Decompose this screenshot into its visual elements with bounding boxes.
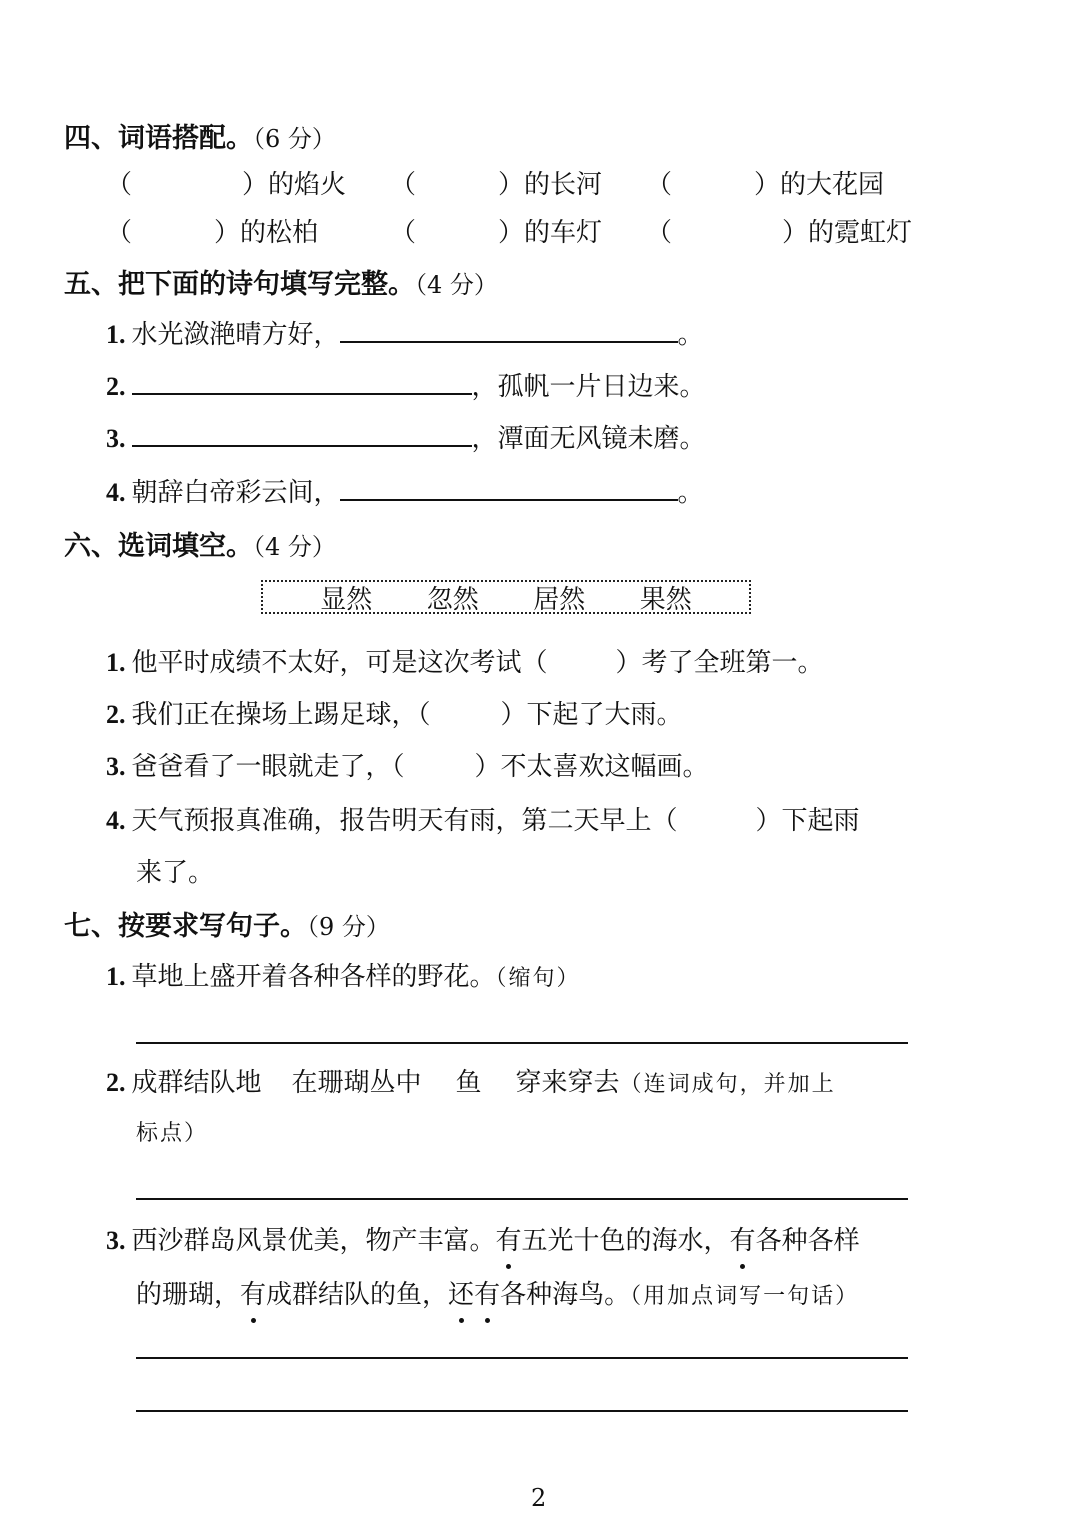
sentence-item-1: 1. 草地上盛开着各种各样的野花。（缩句） <box>106 962 581 992</box>
section-5-title: 五、把下面的诗句填写完整。（4 分） <box>64 269 498 300</box>
answer-blank[interactable] <box>340 477 678 501</box>
section-7-title: 七、按要求写句子。（9 分） <box>64 911 390 942</box>
fill-item-1: 1. 他平时成绩不太好，可是这次考试（ ）考了全班第一。 <box>106 648 824 678</box>
match-item-4: （ ）的松柏 <box>106 218 319 248</box>
match-item-1: （ ）的焰火 <box>106 170 347 200</box>
sentence-item-3-cont: 的珊瑚，有成群结队的鱼，还有各种海鸟。（用加点词写一句话） <box>136 1274 859 1311</box>
match-item-6: （ ）的霓虹灯 <box>646 218 913 248</box>
word-choice-box <box>261 580 751 614</box>
dotted-word: 有 <box>496 1220 522 1257</box>
answer-blank[interactable] <box>340 319 678 343</box>
dotted-word: 有 <box>474 1274 500 1311</box>
section-4-title-text: 四、词语搭配。 <box>64 123 253 154</box>
poem-item-2: 2. ，孤帆一片日边来。 <box>106 372 706 402</box>
word-option: 果然 <box>639 584 692 615</box>
fill-item-4-cont: 来了。 <box>136 858 215 888</box>
match-item-2: （ ）的长河 <box>390 170 603 200</box>
dotted-word: 有 <box>730 1220 756 1257</box>
answer-line[interactable] <box>136 1198 908 1200</box>
match-item-3: （ ）的大花园 <box>646 170 885 200</box>
word-option: 显然 <box>320 584 373 615</box>
answer-blank[interactable] <box>132 371 472 395</box>
poem-item-4: 4. 朝辞白帝彩云间， 。 <box>106 478 704 508</box>
answer-blank[interactable] <box>132 423 472 447</box>
dotted-word: 有 <box>240 1274 266 1311</box>
answer-line[interactable] <box>136 1042 908 1044</box>
answer-line[interactable] <box>136 1410 908 1412</box>
sentence-item-2: 2. 成群结队地 在珊瑚丛中 鱼 穿来穿去（连词成句，并加上 <box>106 1068 836 1098</box>
fill-item-3: 3. 爸爸看了一眼就走了，（ ）不太喜欢这幅画。 <box>106 752 709 782</box>
poem-item-3: 3. ，潭面无风镜未磨。 <box>106 424 706 454</box>
match-item-5: （ ）的车灯 <box>390 218 603 248</box>
section-4-points: （6 分） <box>253 125 336 153</box>
sentence-item-2-cont: 标点） <box>136 1121 209 1146</box>
fill-item-4: 4. 天气预报真准确，报告明天有雨，第二天早上（ ）下起雨 <box>106 806 860 836</box>
poem-item-1: 1. 水光潋滟晴方好， 。 <box>106 320 704 350</box>
fill-item-2: 2. 我们正在操场上踢足球，（ ）下起了大雨。 <box>106 700 683 730</box>
sentence-item-3: 3. 西沙群岛风景优美，物产丰富。有五光十色的海水，有各种各样 <box>106 1220 860 1257</box>
answer-line[interactable] <box>136 1357 908 1359</box>
page-number: 2 <box>531 1484 547 1512</box>
word-option: 忽然 <box>426 584 479 615</box>
section-4-title <box>64 116 336 155</box>
dotted-word: 还 <box>448 1274 474 1311</box>
section-6-title: 六、选词填空。（4 分） <box>64 531 336 562</box>
word-option: 居然 <box>533 584 586 615</box>
